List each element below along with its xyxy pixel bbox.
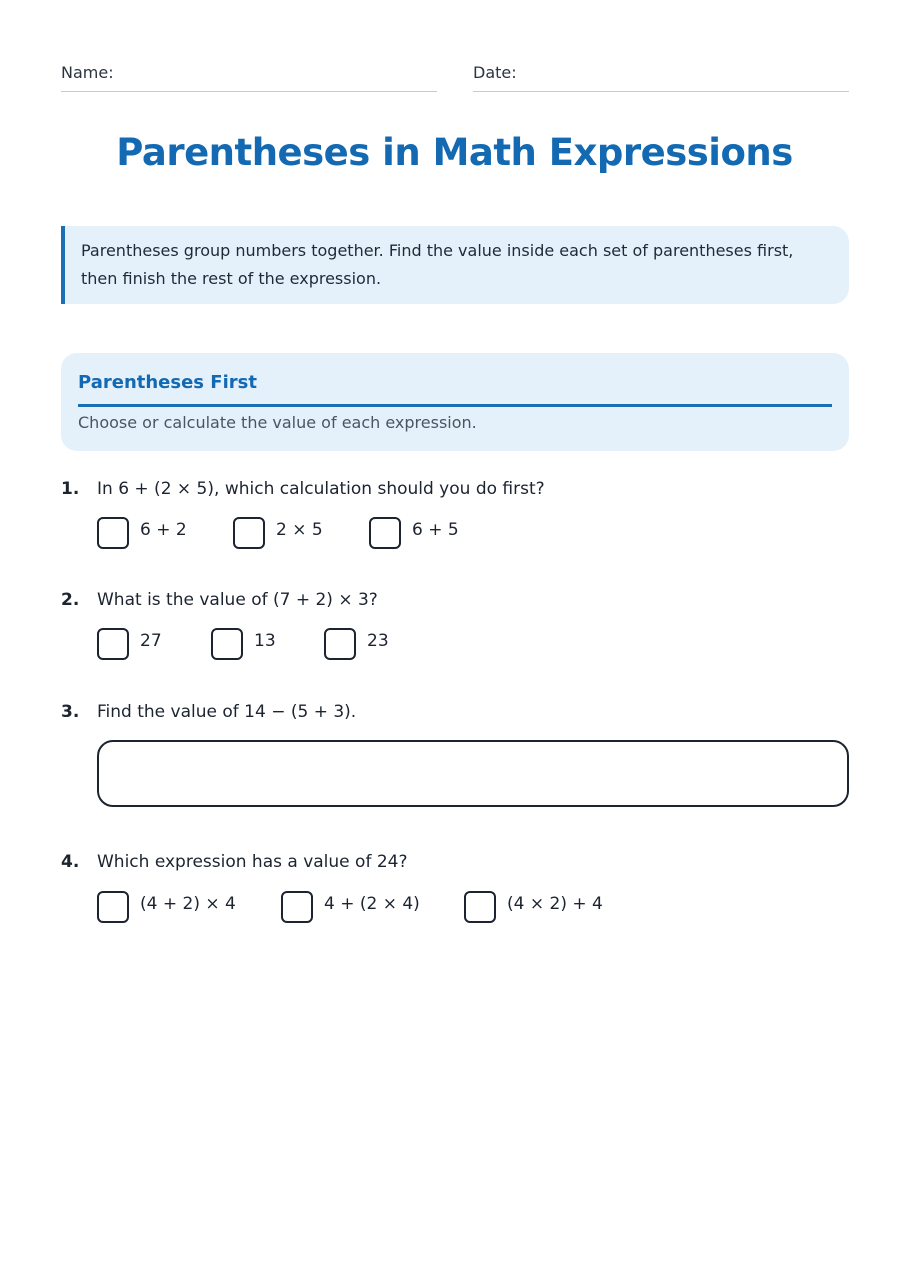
checkbox[interactable] bbox=[464, 891, 496, 923]
question-2-option-b[interactable] bbox=[211, 628, 324, 660]
date-field[interactable] bbox=[473, 60, 849, 92]
option-label: 6 + 5 bbox=[412, 520, 459, 540]
question-2-text: What is the value of (7 + 2) × 3? bbox=[97, 590, 378, 610]
checkbox[interactable] bbox=[233, 517, 265, 549]
section-divider bbox=[78, 404, 832, 407]
option-label: 23 bbox=[367, 631, 389, 651]
question-3-text: Find the value of 14 − (5 + 3). bbox=[97, 702, 357, 722]
name-field[interactable] bbox=[61, 60, 437, 92]
section-title: Parentheses First bbox=[78, 372, 257, 393]
section-subtitle: Choose or calculate the value of each expression. bbox=[78, 413, 477, 432]
question-1-text: In 6 + (2 × 5), which calculation should you do first? bbox=[97, 479, 545, 499]
question-2-option-a[interactable] bbox=[97, 628, 211, 660]
option-label: 6 + 2 bbox=[140, 520, 187, 540]
intro-callout bbox=[61, 226, 849, 304]
option-label: (4 + 2) × 4 bbox=[140, 894, 236, 914]
checkbox[interactable] bbox=[97, 517, 129, 549]
intro-line-2: then finish the rest of the expression. bbox=[81, 269, 382, 288]
checkbox[interactable] bbox=[97, 891, 129, 923]
question-1-option-c[interactable] bbox=[369, 517, 459, 549]
question-4-option-b[interactable] bbox=[281, 891, 464, 923]
question-2-option-c[interactable] bbox=[324, 628, 389, 660]
date-label: Date: bbox=[473, 63, 517, 82]
option-label: 27 bbox=[140, 631, 162, 651]
checkbox[interactable] bbox=[97, 628, 129, 660]
question-4-options bbox=[97, 891, 603, 923]
question-2-number: 2. bbox=[61, 590, 80, 610]
option-label: (4 × 2) + 4 bbox=[507, 894, 603, 914]
checkbox[interactable] bbox=[211, 628, 243, 660]
option-label: 13 bbox=[254, 631, 276, 651]
name-label: Name: bbox=[61, 63, 114, 82]
question-1-number: 1. bbox=[61, 479, 80, 499]
checkbox[interactable] bbox=[324, 628, 356, 660]
question-1-option-a[interactable] bbox=[97, 517, 233, 549]
question-3-number: 3. bbox=[61, 702, 80, 722]
page-title: Parentheses in Math Expressions bbox=[116, 131, 793, 174]
question-4-text: Which expression has a value of 24? bbox=[97, 852, 408, 872]
question-4-number: 4. bbox=[61, 852, 80, 872]
option-label: 2 × 5 bbox=[276, 520, 323, 540]
question-3-answer-box[interactable] bbox=[97, 740, 849, 807]
section-header bbox=[61, 353, 849, 451]
question-1-option-b[interactable] bbox=[233, 517, 369, 549]
question-4-option-a[interactable] bbox=[97, 891, 281, 923]
option-label: 4 + (2 × 4) bbox=[324, 894, 420, 914]
intro-line-1: Parentheses group numbers together. Find the value inside each set of parentheses first, bbox=[81, 241, 794, 260]
question-2-options bbox=[97, 628, 389, 660]
name-date-row bbox=[61, 60, 849, 92]
checkbox[interactable] bbox=[281, 891, 313, 923]
question-4-option-c[interactable] bbox=[464, 891, 603, 923]
question-1-options bbox=[97, 517, 459, 549]
checkbox[interactable] bbox=[369, 517, 401, 549]
